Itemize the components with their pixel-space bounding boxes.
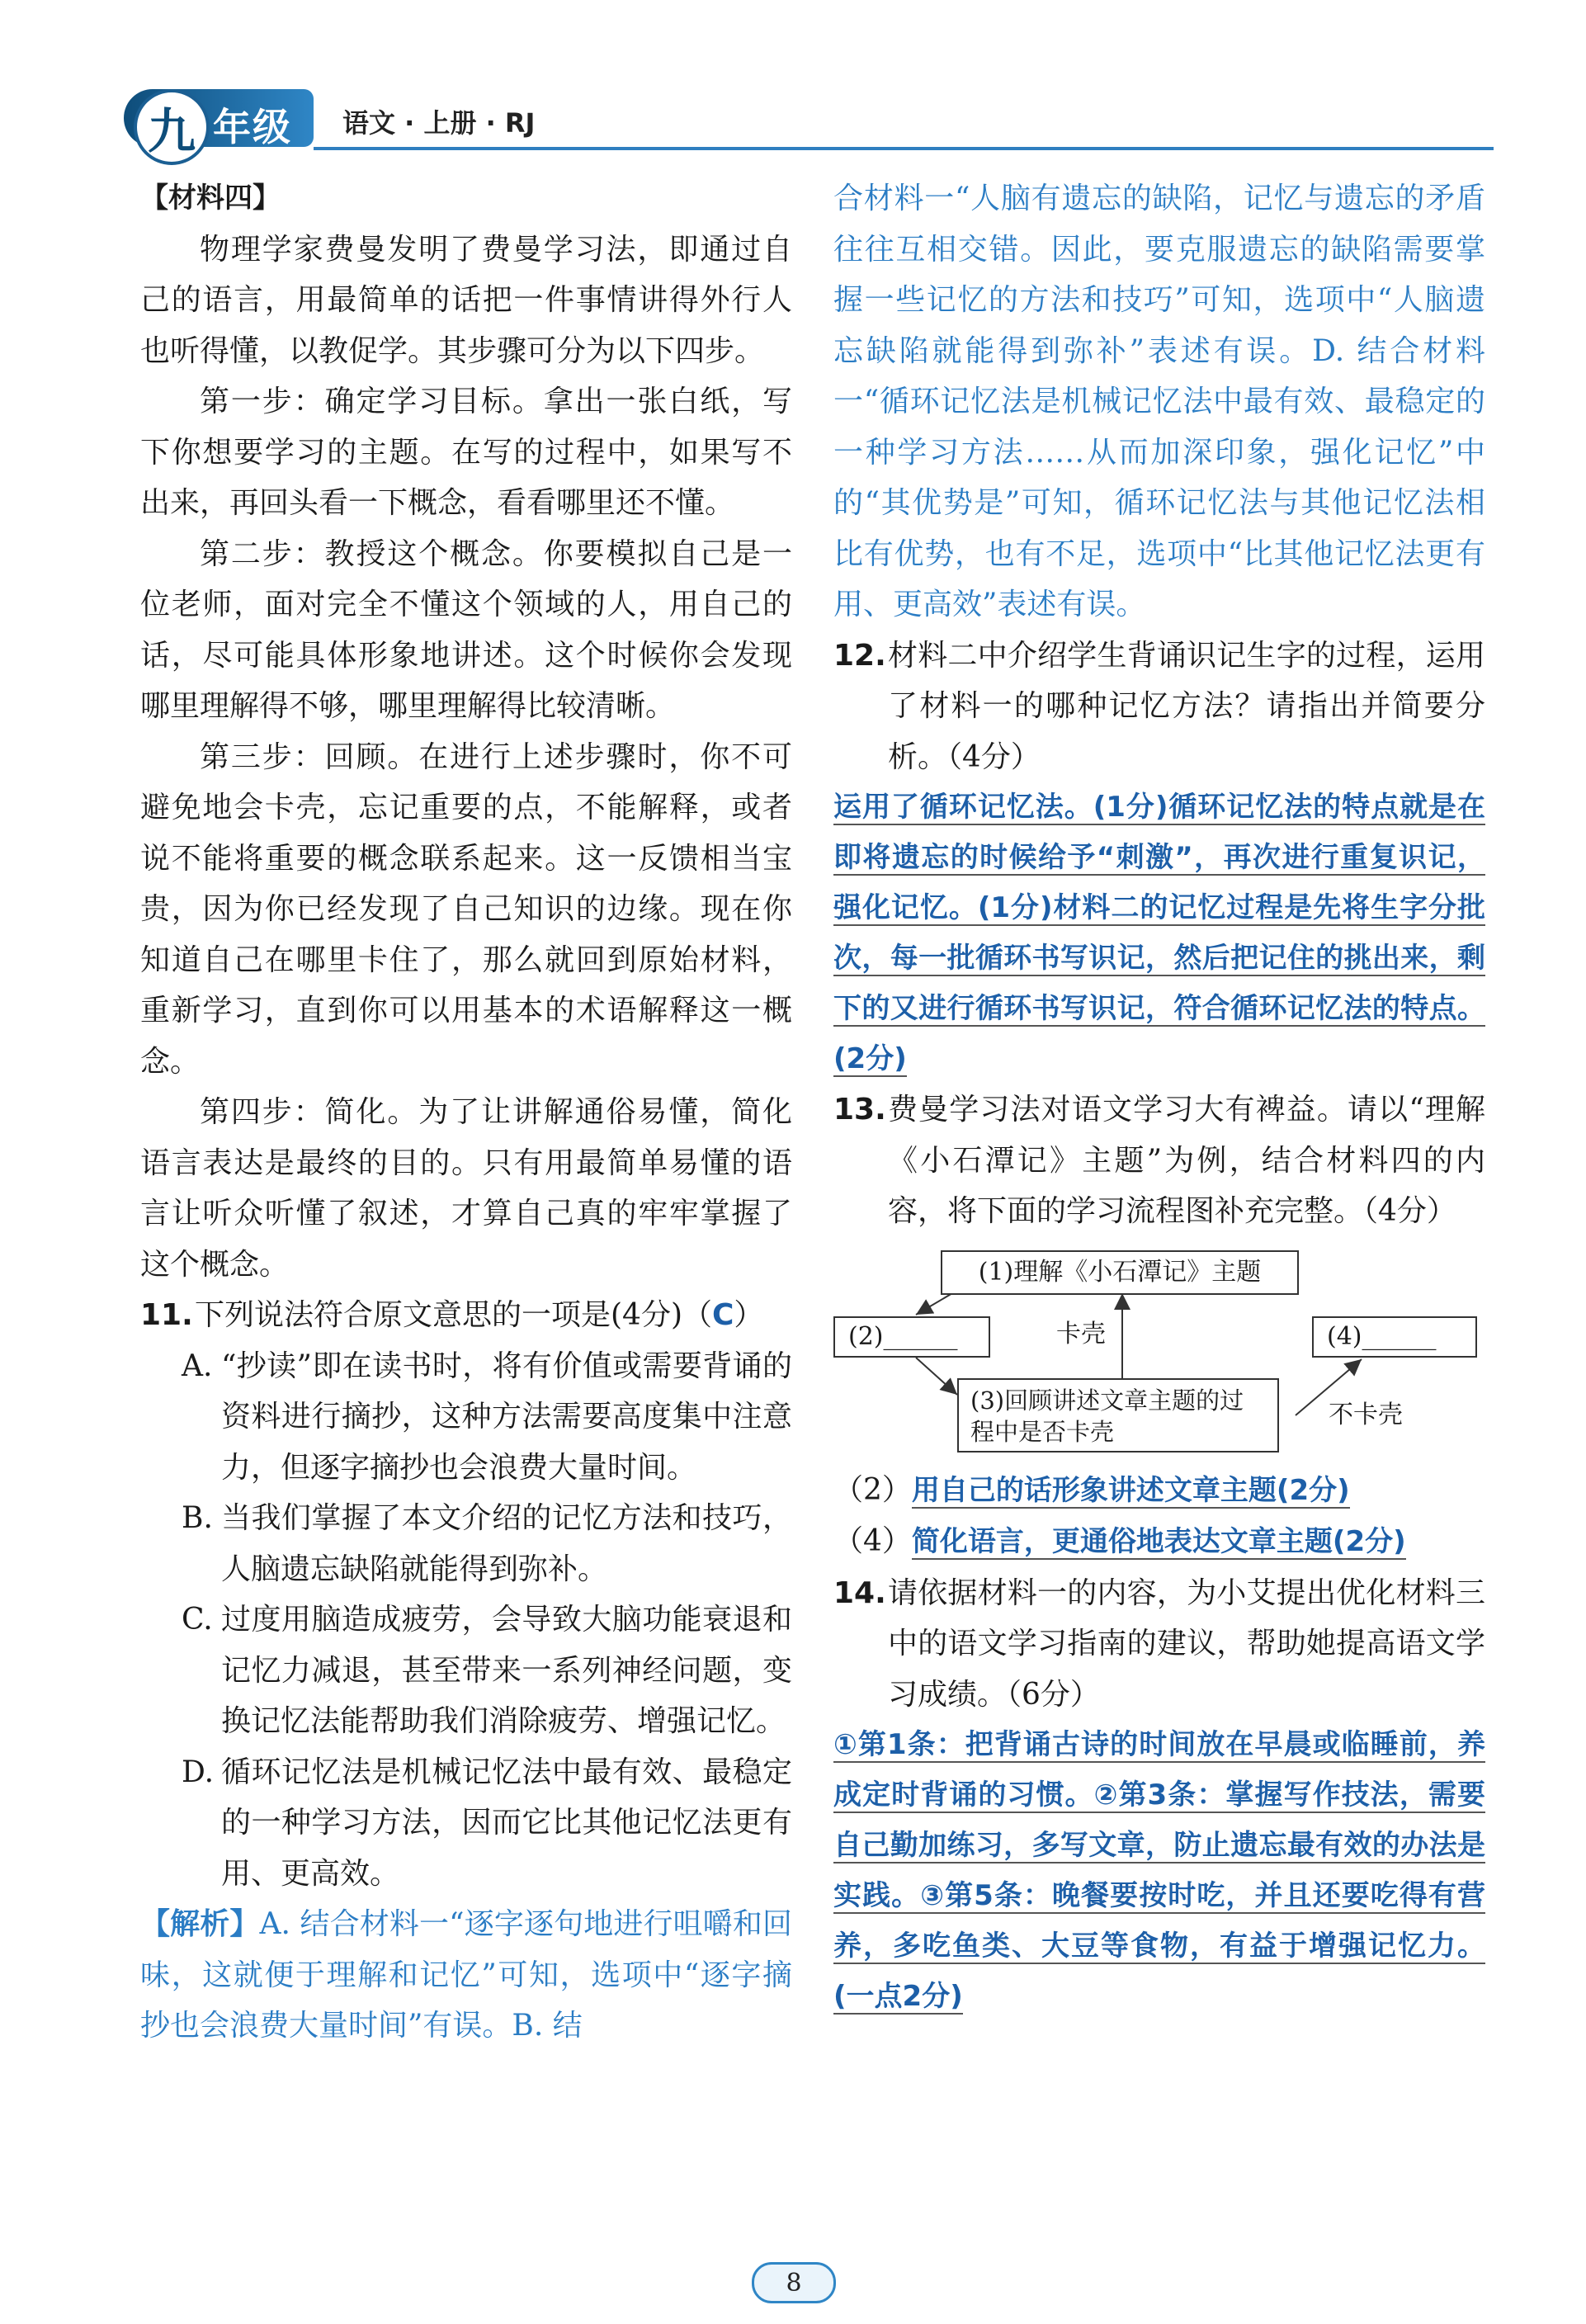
- answer-13-4: [833, 1516, 1485, 1568]
- flow-label-not-stuck: 不卡壳: [1329, 1400, 1403, 1429]
- answer-choice: C: [712, 1298, 734, 1332]
- header-divider: [314, 147, 1494, 150]
- option-label: B.: [182, 1501, 213, 1535]
- question-stem: 下列说法符合原文意思的一项是(4分)（: [195, 1298, 712, 1332]
- page-footer: [752, 2257, 834, 2307]
- analysis-tag: 【解析】: [140, 1906, 260, 1941]
- subject-label: 语文 · 上册 · RJ: [342, 107, 536, 139]
- answer-label: （4）: [833, 1524, 912, 1558]
- question-number: 13.: [833, 1093, 886, 1127]
- close-paren: ）: [734, 1298, 764, 1332]
- page-header: [124, 83, 1494, 157]
- option-a: [182, 1341, 792, 1494]
- page-number: 8: [752, 2262, 836, 2303]
- material4-paragraph: 第二步：教授这个概念。你要模拟自己是一位老师，面对完全不懂这个领域的人，用自己的话，尽可能具体形象地讲述。这个时候你会发现哪里理解得不够，哪里理解得比较清晰。: [140, 536, 792, 723]
- question-number: 12.: [833, 638, 886, 673]
- question-11: [140, 1290, 792, 1341]
- option-text: 过度用脑造成疲劳，会导致大脑功能衰退和记忆力减退，甚至带来一系列神经问题，变换记忆法能帮助我们消除疲劳、增强记忆。: [221, 1603, 792, 1738]
- analysis-right: 合材料一“人脑有遗忘的缺陷，记忆与遗忘的矛盾往往互相交错。因此，要克服遗忘的缺陷需要掌握一些记忆的方法和技巧”可知，选项中“人脑遗忘缺陷就能得到弥补”表述有误。D. 结合材料一“循环记忆法是机械记忆法中最有效、最稳定的一种学习方法……从而加深印象，强化记忆”中的“其优势是”可知，循环记忆法与其他记忆法相比有优势，也有不足，选项中“比其他记忆法更有用、更高效”表述有误。: [833, 182, 1485, 621]
- option-text: 循环记忆法是机械记忆法中最有效、最稳定的一种学习方法，因而它比其他记忆法更有用、更高效。: [221, 1755, 792, 1891]
- right-column: [833, 173, 1485, 2022]
- option-d: [182, 1747, 792, 1900]
- answer-13-2: [833, 1465, 1485, 1517]
- flow-box-2: (2)______: [833, 1316, 990, 1358]
- question-number: 14.: [833, 1575, 886, 1610]
- answer-text: 用自己的话形象讲述文章主题(2分): [911, 1473, 1350, 1507]
- question-12: [833, 631, 1485, 783]
- left-column: [140, 173, 792, 2052]
- material4-paragraph: 第三步：回顾。在进行上述步骤时，你不可避免地会卡壳，忘记重要的点，不能解释，或者说不能将重要的概念联系起来。这一反馈相当宝贵，因为你已经发现了自己知识的边缘。现在你知道自己在哪里卡住了，那么就回到原始材料，重新学习，直到你可以用基本的术语解释这一概念。: [140, 739, 792, 1079]
- answer-label: （2）: [833, 1472, 912, 1507]
- material4-paragraph: 第一步：确定学习目标。拿出一张白纸，写下你想要学习的主题。在写的过程中，如果写不出来，再回头看一下概念，看看哪里还不懂。: [140, 385, 792, 520]
- grade-badge: [124, 89, 314, 159]
- question-14: [833, 1568, 1485, 1721]
- answer-text: 运用了循环记忆法。(1分)循环记忆法的特点就是在即将遗忘的时候给予“刺激”，再次进行重复识记，强化记忆。(1分)材料二的记忆过程是先将生字分批次，每一批循环书写识记，然后把记住的挑出来，剩下的又进行循环书写识记，符合循环记忆法的特点。(2分): [833, 791, 1485, 1075]
- option-label: D.: [182, 1755, 215, 1789]
- analysis-text: A. 结合材料一“逐字逐句地进行咀嚼和回味，这就便于理解和记忆”可知，选项中“逐字摘抄也会浪费大量时间”有误。B. 结: [140, 1907, 792, 2043]
- question-text: 请依据材料一的内容，为小艾提出优化材料三中的语文学习指南的建议，帮助她提高语文学习成绩。（6分）: [888, 1575, 1485, 1712]
- material4-paragraph: 物理学家费曼发明了费曼学习法，即通过自己的语言，用最简单的话把一件事情讲得外行人也听得懂，以教促学。其步骤可分为以下四步。: [140, 232, 792, 368]
- material4-title: 【材料四】: [140, 182, 281, 215]
- flow-box-4: (4)______: [1312, 1316, 1477, 1358]
- question-text: [195, 1290, 792, 1341]
- answer-14: [833, 1720, 1485, 2022]
- flow-label-stuck: 卡壳: [1056, 1319, 1106, 1349]
- question-text: 材料二中介绍学生背诵识记生字的过程，运用了材料一的哪种记忆方法？请指出并简要分析。（4分）: [888, 638, 1485, 774]
- grade-rest: 年级: [213, 105, 292, 149]
- option-b: [182, 1493, 792, 1594]
- option-c: [182, 1594, 792, 1747]
- material4-paragraph: 第四步：简化。为了让讲解通俗易懂，简化语言表达是最终的目的。只有用最简单易懂的语言让听众听懂了叙述，才算自己真的牢牢掌握了这个概念。: [140, 1095, 792, 1282]
- option-text: 当我们掌握了本文介绍的记忆方法和技巧，人脑遗忘缺陷就能得到弥补。: [221, 1501, 792, 1586]
- answer-12: [833, 782, 1485, 1084]
- flowchart: [833, 1242, 1485, 1465]
- question-13: [833, 1084, 1485, 1237]
- analysis-left: [140, 1899, 792, 2052]
- flow-box-1: (1)理解《小石潭记》主题: [941, 1250, 1299, 1295]
- answer-text: ①第1条：把背诵古诗的时间放在早晨或临睡前，养成定时背诵的习惯。②第3条：掌握写作技法，需要自己勤加练习，多写文章，防止遗忘最有效的办法是实践。③第5条：晚餐要按时吃，并且还要吃得有营养，多吃鱼类、大豆等食物，有益于增强记忆力。(一点2分): [833, 1728, 1485, 2013]
- option-label: A.: [182, 1349, 213, 1383]
- grade-first-char: 九: [134, 89, 210, 165]
- answer-text: 简化语言，更通俗地表达文章主题(2分): [911, 1525, 1406, 1558]
- question-text: 费曼学习法对语文学习大有裨益。请以“理解《小石潭记》主题”为例，结合材料四的内容，将下面的学习流程图补充完整。（4分）: [888, 1093, 1485, 1228]
- option-text: “抄读”即在读书时，将有价值或需要背诵的资料进行摘抄，这种方法需要高度集中注意力，但逐字摘抄也会浪费大量时间。: [221, 1349, 792, 1485]
- question-number: 11.: [140, 1298, 193, 1332]
- option-label: C.: [182, 1603, 213, 1637]
- flow-box-3: (3)回顾讲述文章主题的过程中是否卡壳: [957, 1378, 1279, 1452]
